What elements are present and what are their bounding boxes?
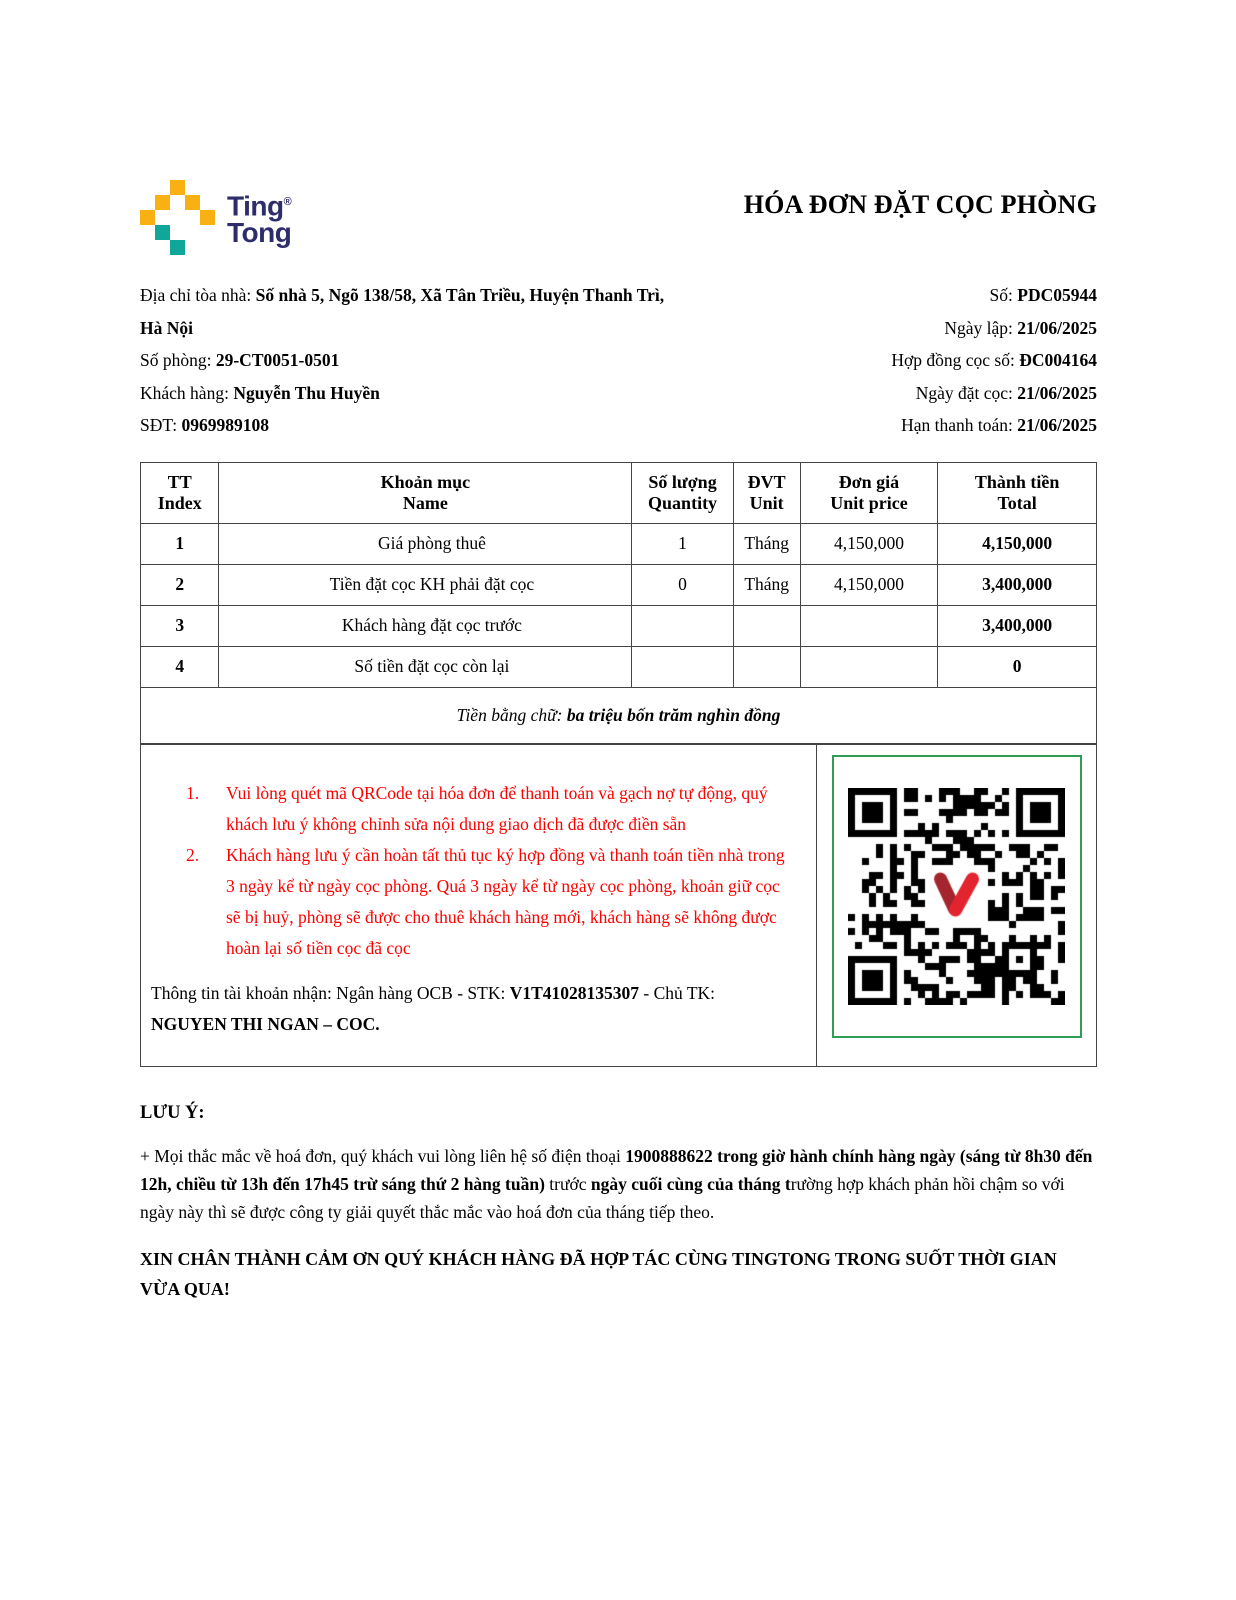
row-unit-price: 4,150,000 [800, 523, 938, 564]
notice-paragraph [140, 1142, 1097, 1226]
tingtong-logo [140, 180, 291, 255]
issue-date-label: Ngày lập: [944, 317, 1013, 338]
meta-left-column [140, 279, 675, 442]
row-unit-price [800, 605, 938, 646]
row-name: Khách hàng đặt cọc trước [219, 605, 632, 646]
amount-in-words-label: Tiền bằng chữ: [456, 705, 563, 725]
bank-info-prefix: Thông tin tài khoản nhận: Ngân hàng OCB - STK: [151, 982, 510, 1003]
deposit-contract-number [675, 344, 1097, 377]
meta-right-column [675, 279, 1097, 442]
list-item [186, 840, 792, 964]
amount-in-words [141, 687, 1097, 744]
row-index: 4 [141, 646, 219, 687]
row-name: Tiền đặt cọc KH phải đặt cọc [219, 564, 632, 605]
customer-phone-value: 0969989108 [181, 415, 269, 435]
customer-name-value: Nguyễn Thu Huyền [233, 382, 380, 403]
line-items-table [140, 462, 1097, 745]
bank-account-info [151, 978, 792, 1040]
table-row [141, 564, 1097, 605]
col-header-quantity: Số lượng Quantity [632, 462, 733, 523]
invoice-number-value: PDC05944 [1017, 285, 1097, 305]
building-address [140, 279, 675, 344]
room-number [140, 344, 675, 377]
col-header-unit: ĐVT Unit [733, 462, 800, 523]
invoice-header [140, 180, 1097, 255]
building-address-value: Số nhà 5, Ngõ 138/58, Xã Tân Triều, Huyện Thanh Trì, Hà Nội [140, 285, 665, 338]
customer-name-label: Khách hàng: [140, 382, 229, 403]
customer-phone [140, 409, 675, 442]
room-number-value: 29-CT0051-0501 [215, 350, 340, 370]
notice-segment: trước [544, 1174, 591, 1195]
brand-bottom: Tong [227, 217, 292, 249]
row-unit: Tháng [733, 564, 800, 605]
payment-qr-frame [832, 755, 1082, 1038]
deposit-date-label: Ngày đặt cọc: [915, 382, 1013, 403]
amount-in-words-row [141, 687, 1097, 744]
tingtong-logo-text [227, 189, 292, 249]
row-name: Số tiền đặt cọc còn lại [219, 646, 632, 687]
bank-info-middle: - Chủ TK: [639, 982, 716, 1003]
logo-pixel [140, 210, 155, 225]
row-unit [733, 605, 800, 646]
row-total: 0 [938, 646, 1097, 687]
list-item-text: Khách hàng lưu ý cần hoàn tất thủ tục ký hợp đồng và thanh toán tiền nhà trong 3 ngày kể từ ngày cọc phòng. Quá 3 ngày kể từ ngày cọc phòng, khoản giữ cọc sẽ bị huỷ, phòng sẽ được cho thuê khách hàng mới, khách hàng sẽ không được hoàn lại số tiền cọc đã cọc [226, 844, 785, 958]
row-index: 3 [141, 605, 219, 646]
deposit-date-value: 21/06/2025 [1017, 382, 1097, 403]
row-quantity: 1 [632, 523, 733, 564]
room-number-label: Số phòng: [140, 350, 212, 370]
logo-pixel [200, 210, 215, 225]
brand-top: Ting [227, 190, 284, 222]
logo-pixel [155, 195, 170, 210]
invoice-meta [140, 279, 1097, 442]
customer-phone-label: SĐT: [140, 415, 178, 435]
col-header-index: TT Index [141, 462, 219, 523]
row-quantity [632, 646, 733, 687]
list-item-number: 2. [186, 844, 200, 865]
notice-heading: LƯU Ý: [140, 1102, 205, 1123]
invoice-number-label: Số: [989, 285, 1013, 305]
thank-you-message: XIN CHÂN THÀNH CẢM ƠN QUÝ KHÁCH HÀNG ĐÃ HỢP TÁC CÙNG TINGTONG TRONG SUỐT THỜI GIAN VỪA QUA! [140, 1248, 1057, 1299]
qr-cell [817, 744, 1096, 1066]
list-item-number: 1. [186, 782, 200, 803]
logo-pixel [185, 195, 200, 210]
row-index: 1 [141, 523, 219, 564]
tingtong-logo-icon [140, 180, 215, 255]
payment-qr-code [848, 788, 1065, 1005]
issue-date [675, 312, 1097, 345]
row-total: 4,150,000 [938, 523, 1097, 564]
payment-due-value: 21/06/2025 [1017, 415, 1097, 435]
table-header-row [141, 462, 1097, 523]
logo-pixel [170, 180, 185, 195]
row-unit [733, 646, 800, 687]
bank-account-holder: NGUYEN THI NGAN – COC. [151, 1013, 380, 1034]
payment-due-label: Hạn thanh toán: [901, 415, 1013, 435]
table-row [141, 646, 1097, 687]
page-title: HÓA ĐƠN ĐẶT CỌC PHÒNG [743, 190, 1097, 219]
list-item-text: Vui lòng quét mã QRCode tại hóa đơn để thanh toán và gạch nợ tự động, quý khách lưu ý không chỉnh sửa nội dung giao dịch đã được điền sẵn [226, 782, 768, 834]
deadline-emphasis: ngày cuối cùng của tháng t [590, 1174, 791, 1195]
registered-mark: ® [283, 196, 292, 208]
row-quantity [632, 605, 733, 646]
invoice-number [675, 279, 1097, 312]
logo-pixel [155, 225, 170, 240]
row-unit: Tháng [733, 523, 800, 564]
issue-date-value: 21/06/2025 [1017, 317, 1097, 338]
col-header-name: Khoản mục Name [219, 462, 632, 523]
payment-warning-list [186, 778, 792, 964]
row-name: Giá phòng thuê [219, 523, 632, 564]
col-header-unit-price: Đơn giá Unit price [800, 462, 938, 523]
amount-in-words-value: ba triệu bốn trăm nghìn đồng [566, 705, 781, 725]
deposit-contract-label: Hợp đồng cọc số: [891, 350, 1015, 370]
table-row [141, 605, 1097, 646]
payment-due-date [675, 409, 1097, 442]
row-total: 3,400,000 [938, 605, 1097, 646]
list-item [186, 778, 792, 840]
table-row [141, 523, 1097, 564]
notes-and-qr-section [140, 743, 1097, 1067]
hotline-number: 1900888622 trong giờ hành chính hàng ngày (sáng từ 8h30 đến 12h, chiều từ 13h đến 17h45 trừ sáng thứ 2 hàng tuần) [140, 1146, 1093, 1195]
deposit-contract-value: ĐC004164 [1019, 350, 1097, 370]
notice-segment: rường hợp khách phản hồi chậm so với ngày này thì sẽ được công ty giải quyết thắc mắc vào hoá đơn của tháng tiếp theo. [140, 1174, 1065, 1223]
customer-name [140, 377, 675, 410]
row-unit-price: 4,150,000 [800, 564, 938, 605]
notice-segment: + Mọi thắc mắc về hoá đơn, quý khách vui lòng liên hệ số điện thoại [140, 1146, 626, 1167]
row-unit-price [800, 646, 938, 687]
col-header-total: Thành tiền Total [938, 462, 1097, 523]
payment-notes-cell [141, 744, 817, 1066]
logo-pixel [170, 240, 185, 255]
row-index: 2 [141, 564, 219, 605]
invoice-content [140, 0, 1097, 1322]
bank-account-number: V1T41028135307 [509, 982, 640, 1003]
deposit-date [675, 377, 1097, 410]
row-total: 3,400,000 [938, 564, 1097, 605]
row-quantity: 0 [632, 564, 733, 605]
building-address-label: Địa chỉ tòa nhà: [140, 285, 252, 305]
